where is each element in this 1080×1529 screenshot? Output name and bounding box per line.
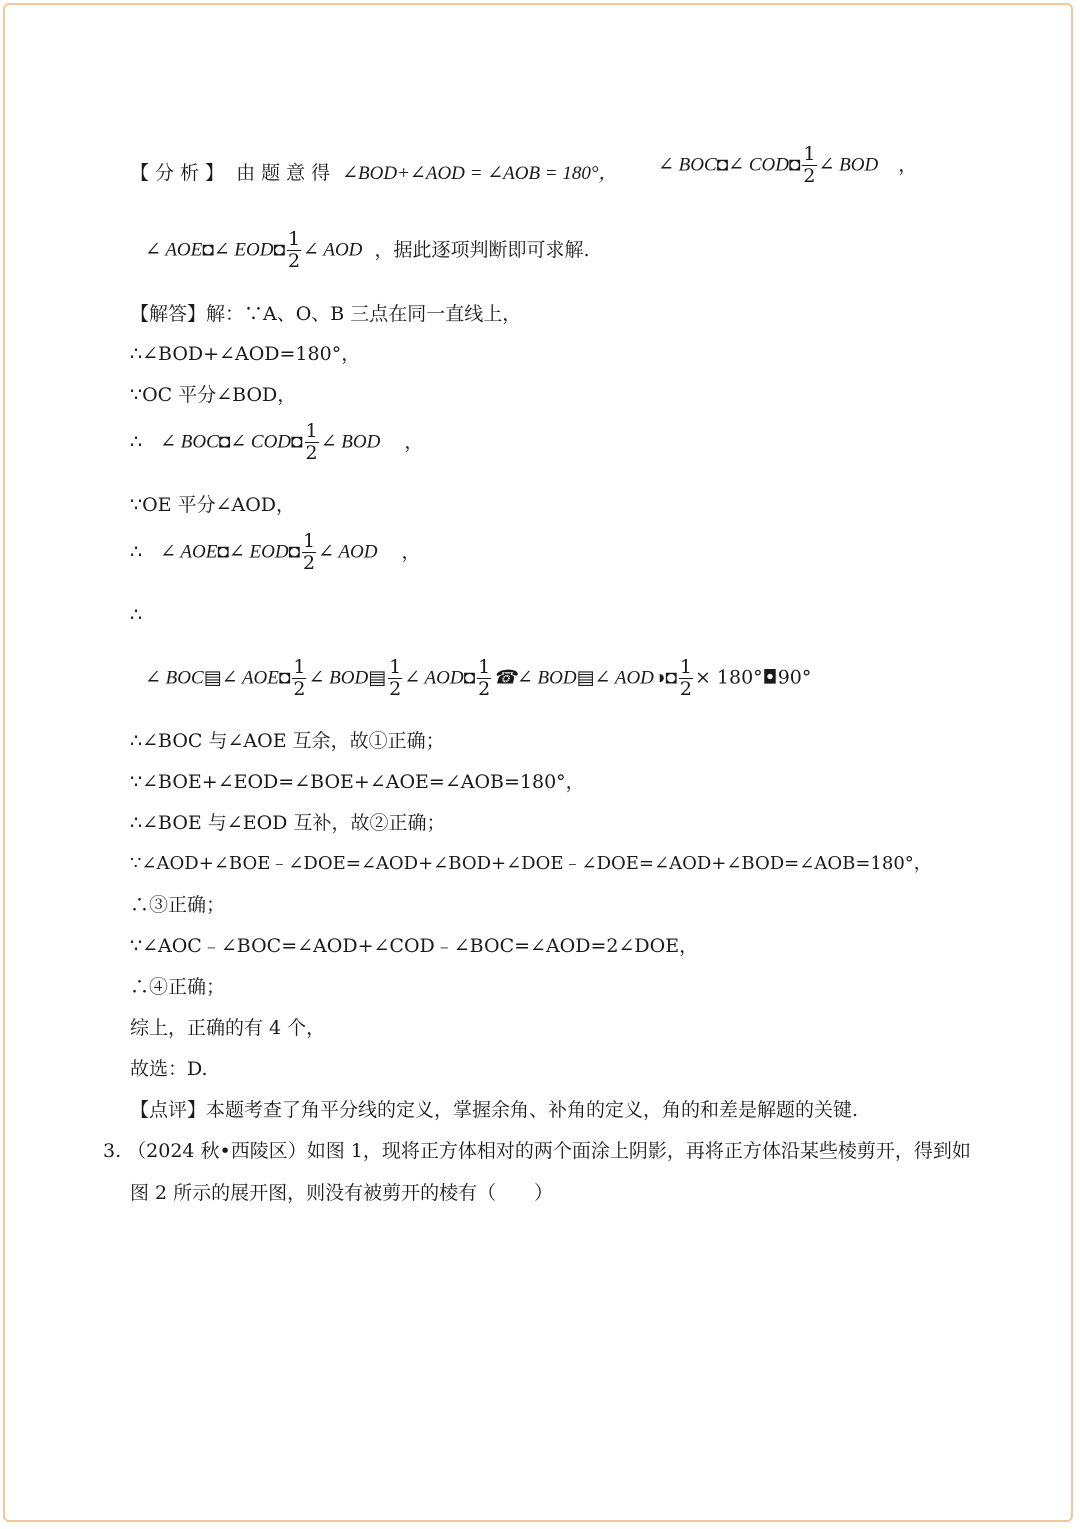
fraction-half: $\frac{1}{2}$ xyxy=(293,656,306,700)
fraction-half: $\frac{1}{2}$ xyxy=(679,656,692,700)
analysis-eq3-left: ∠ AOE◘∠ EOD◘ xyxy=(145,239,285,261)
analysis-eq2-left: ∠ BOC◘∠ COD◘ xyxy=(658,154,801,176)
analysis-eq3-right: ∠ AOD xyxy=(303,239,363,261)
solution-line-14: ∵∠AOC﹣∠BOC=∠AOD+∠COD﹣∠BOC=∠AOD=2∠DOE， xyxy=(130,935,699,957)
analysis-lead: 由题意得 xyxy=(236,162,337,184)
analysis-eq1: ∠BOD+∠AOD = ∠AOB = 180°， xyxy=(342,163,618,184)
solution-line-4: ∴ ∠ BOC◘∠ COD◘ $\frac{1}{2}$ ∠ BOD ， xyxy=(130,420,424,464)
solution-line-7: ∴ xyxy=(130,604,143,626)
fraction-half: $\frac{1}{2}$ xyxy=(478,656,491,700)
solution-line-13: ∴③正确； xyxy=(130,894,226,916)
solution-line-3: ∵OC 平分∠BOD， xyxy=(130,384,297,406)
analysis-line-2 xyxy=(145,230,590,271)
solution-line-10: ∵∠BOE+∠EOD=∠BOE+∠AOE=∠AOB=180°， xyxy=(130,771,585,793)
fraction-half: $\frac{1}{2}$ xyxy=(303,530,316,574)
fraction-half: $\frac{1}{2}$ xyxy=(389,656,402,700)
solution-line-5: ∵OE 平分∠AOD， xyxy=(130,494,296,516)
question-3-line-1: 3. （2024 秋•西陵区）如图 1，现将正方体相对的两个面涂上阴影，再将正方体沿某些棱剪开，得到如 xyxy=(103,1140,971,1162)
analysis-line-1 xyxy=(130,164,617,183)
question-3-line-2: 图 2 所示的展开图，则没有被剪开的棱有（ ） xyxy=(130,1182,554,1204)
solution-line-1: 【解答】解：∵A、O、B 三点在同一直线上， xyxy=(130,303,522,325)
solution-line-6: ∴ ∠ AOE◘∠ EOD◘ $\frac{1}{2}$ ∠ AOD ， xyxy=(130,530,421,574)
analysis-eq2: ∠ BOC◘∠ COD◘ $\frac{1}{2}$ ∠ BOD ， xyxy=(658,143,918,187)
solution-line-9: ∴∠BOC 与∠AOE 互余，故①正确； xyxy=(130,730,445,752)
solution-line-17: 故选：D. xyxy=(130,1058,208,1080)
solution-line-11: ∴∠BOE 与∠EOD 互补，故②正确； xyxy=(130,812,446,834)
solution-line-8: ∠ BOC▤∠ AOE◘ $\frac{1}{2}$ ∠ BOD▤ $\frac{1}{2}$ ∠ AOD◘ $\frac{1}{2}$ ☎∠ BOD▤∠ AOD◑◘ $\frac{1}{2}$ × 180°◘90° xyxy=(145,656,812,700)
solution-line-16: 综上，正确的有 4 个， xyxy=(130,1017,326,1039)
analysis-eq2-right: ∠ BOD xyxy=(818,154,879,176)
solution-comment: 【点评】本题考查了角平分线的定义，掌握余角、补角的定义，角的和差是解题的关键. xyxy=(130,1099,859,1121)
fraction-half: $\frac{1}{2}$ xyxy=(305,420,318,464)
analysis-label: 【分析】 xyxy=(130,162,231,184)
solution-line-2: ∴∠BOD+∠AOD=180°， xyxy=(130,343,361,365)
solution-line-15: ∴④正确； xyxy=(130,976,226,998)
solution-line-12: ∵∠AOD+∠BOE﹣∠DOE=∠AOD+∠BOD+∠DOE﹣∠DOE=∠AOD+∠BOD=∠AOB=180°， xyxy=(130,853,932,874)
analysis-tail: ，据此逐项判断即可求解. xyxy=(374,238,590,261)
fraction-half: $\frac{1}{2}$ xyxy=(803,143,816,187)
fraction-half: $\frac{1}{2}$ xyxy=(287,228,301,272)
